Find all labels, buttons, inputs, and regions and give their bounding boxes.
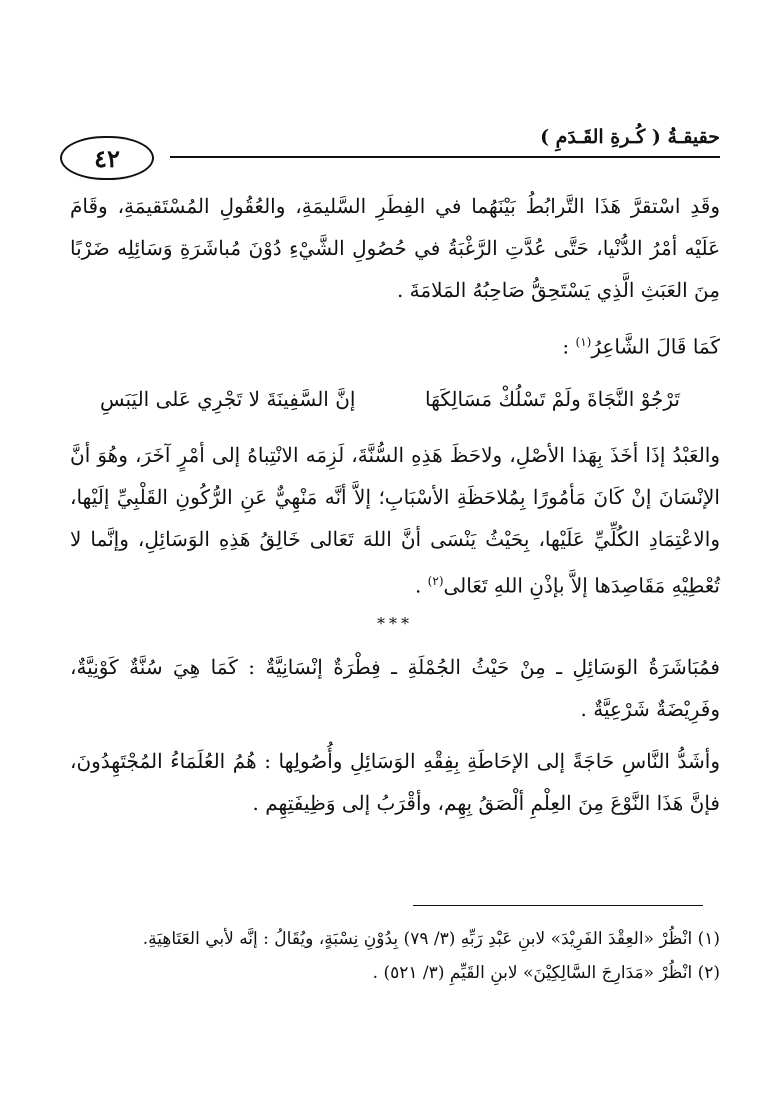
footnote-ref-1: (١) bbox=[575, 335, 592, 349]
poet-intro-text: كَمَا قَالَ الشَّاعِرُ bbox=[591, 334, 720, 359]
paragraph-1: وقَدِ اسْتقرَّ هَذَا التَّرابُطُ بَيْنَهُما في الفِطَرِ السَّليمَةِ، والعُقُولِ المُسْتَقيمَةِ، وقَامَ عَلَيْه أمْرُ الدُّنْيا، حَتَّى عُدَّتِ الرَّغْبَةُ في حُصُولِ الشَّيْءِ دُوْنَ مُباشَرَةِ وَسَائِلِه ضَرْبًا مِنَ العَبَثِ الَّذِي يَسْتَحِقُّ صَاحِبُهُ المَلامَةَ . bbox=[70, 194, 720, 302]
poet-intro-colon: : bbox=[562, 334, 576, 359]
paragraph-4: وأشَدُّ النَّاسِ حَاجَةً إلى الإحَاطَةِ بِفِقْهِ الوَسَائِلِ وأُصُولِها : هُمُ العُلَمَاءُ المُجْتَهِدُونَ، فإنَّ هَذَا النَّوْعَ مِنَ العِلْمِ ألْصَقُ بِهِم، وأقْرَبُ إلى وَظِيفَتِهِم . bbox=[70, 749, 720, 816]
footnote-ref-2: (٢) bbox=[427, 573, 444, 588]
poetry-verse bbox=[70, 376, 720, 422]
section-separator: *** bbox=[377, 614, 413, 634]
page-number-badge: ٤٢ bbox=[60, 136, 154, 180]
paragraph-2 bbox=[70, 434, 720, 607]
running-title: حقيقـةُ ( كُـرةِ القَـدَمِ ) bbox=[540, 126, 720, 148]
footnote-divider bbox=[413, 905, 703, 906]
paragraph-2-text: والعَبْدُ إذَا أخَذَ بِهَذا الأصْلِ، ولاحَظَ هَذِهِ السُّنَّةَ، لَزِمَه الانْتِباهُ إلى أمْرٍ آخَرَ، وهُوَ أنَّ الإنْسَانَ إنْ كَانَ مَأمُورًا بِمُلاحَظَةِ الأسْبَابِ؛ إلاَّ أنَّه مَنْهِيٌّ عَنِ الرُّكُونِ القَلْبِيِّ إلَيْها، والاعْتِمَادِ الكُلِّيِّ عَلَيْها، بِحَيْثُ يَنْسَى أنَّ اللهَ تَعَالى خَالِقُ هَذِهِ الوَسَائِلِ، وإنَّما لا تُعْطِيْهِ مَقَاصِدَها إلاَّ بإذْنِ اللهِ تَعَالى bbox=[70, 442, 720, 598]
poet-intro bbox=[70, 321, 720, 368]
footnote-1: (١) انْظُرْ «العِقْدَ الفَرِيْدَ» لابنِ عَبْدِ رَبِّهِ (٣/ ٧٩) بِدُوْنِ نِسْبَةٍ، ويُقَالُ : إنَّه لأبي العَتَاهِيَةِ. bbox=[142, 929, 720, 949]
paragraph-2-end: . bbox=[414, 573, 428, 598]
page-header bbox=[60, 112, 720, 182]
footnotes bbox=[70, 922, 720, 990]
main-text bbox=[70, 185, 720, 824]
paragraph-3: فمُبَاشَرَةُ الوَسَائِلِ ـ مِنْ حَيْثُ الجُمْلَةِ ـ فِطْرَةٌ إنْسَانِيَّةٌ : كَمَا هِيَ سُنَّةٌ كَوْنِيَّةٌ، وفَرِيْضَةٌ شَرْعِيَّةٌ . bbox=[70, 655, 720, 722]
footnote-2: (٢) انْظُرْ «مَدَارِجَ السَّالِكِيْنَ» لابنِ القَيِّمِ (٣/ ٥٢١) . bbox=[372, 963, 720, 983]
verse-first-hemistich: تَرْجُوْ النَّجَاةَ ولَمْ تَسْلُكْ مَسَالِكَهَا bbox=[425, 386, 680, 411]
verse-second-hemistich: إنَّ السَّفِينَةَ لا تَجْرِي عَلى اليَبَسِ bbox=[100, 386, 356, 411]
header-rule bbox=[170, 156, 720, 158]
